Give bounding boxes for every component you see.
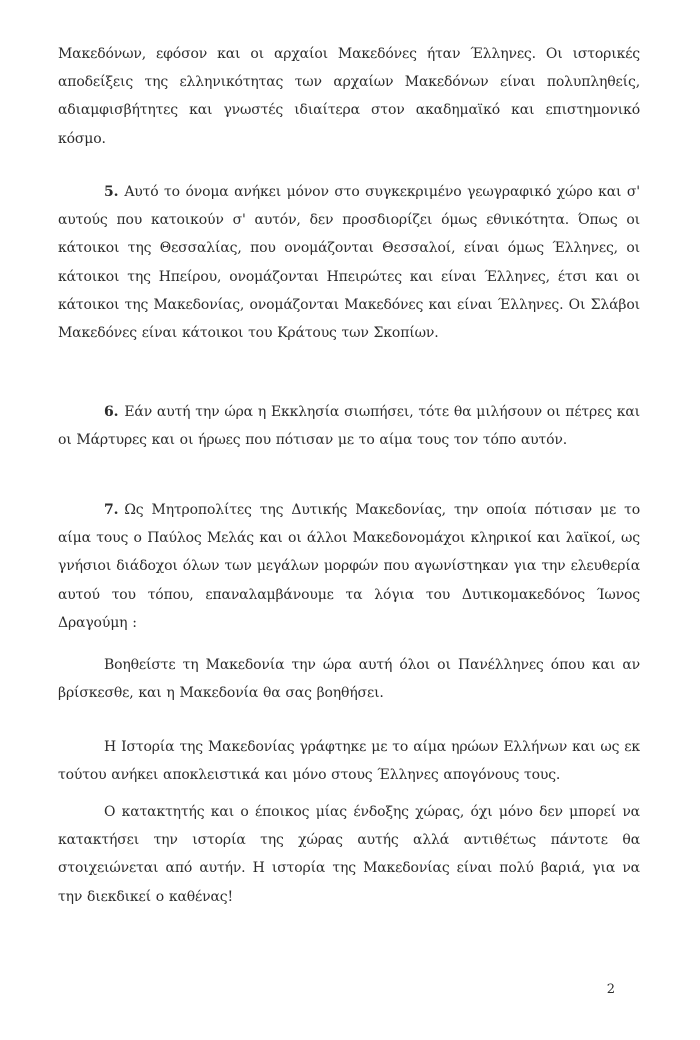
quote-paragraph	[58, 733, 640, 789]
paragraph-number: 6.	[104, 404, 119, 420]
paragraph-6	[58, 398, 640, 454]
paragraph-body	[58, 398, 640, 454]
page-number: 2	[606, 982, 615, 997]
paragraph-text: Μακεδόνων, εφόσον και οι αρχαίοι Μακεδόνες ήταν Έλληνες. Οι ιστορικές αποδείξεις της ελληνικότητας των αρχαίων Μακεδόνων είναι πολυπληθείς, αδιαμφισβήτητες και γνωστές ιδιαίτερα στον ακαδημαϊκό και επιστημονικό κόσμο.	[58, 46, 640, 147]
paragraph-text: Ο κατακτητής και ο έποικος μίας ένδοξης χώρας, όχι μόνο δεν μπορεί να κατακτήσει την ιστορία της χώρας αυτής αλλά αντιθέτως πάντοτε θα στοιχειώνεται από αυτήν. Η ιστορία της Μακεδονίας είναι πολύ βαριά, για να την διεκδικεί ο καθένας!	[58, 804, 640, 905]
paragraph-body	[58, 496, 640, 637]
paragraph-text: Βοηθείστε τη Μακεδονία την ώρα αυτή όλοι οι Πανέλληνες όπου και αν βρίσκεσθε, και η Μακεδονία θα σας βοηθήσει.	[58, 657, 640, 702]
paragraph-number: 7.	[104, 502, 119, 518]
paragraph-text: Η Ιστορία της Μακεδονίας γράφτηκε με το αίμα ηρώων Ελλήνων και ως εκ τούτου ανήκει αποκλειστικά και μόνο στους Έλληνες απογόνους τους.	[58, 739, 640, 784]
quote-paragraph	[58, 651, 640, 707]
paragraph-text: Ως Μητροπολίτες της Δυτικής Μακεδονίας, την οποία πότισαν με το αίμα τους ο Παύλος Μελάς και οι άλλοι Μακεδονομάχοι κληρικοί και λαϊκοί, ως γνήσιοι διάδοχοι όλων των μεγάλων μορφών που αγωνίστηκαν για την ελευθερία αυτού του τόπου, επαναλαμβάνουμε τα λόγια του Δυτικομακεδόνος Ίωνος Δραγούμη :	[58, 502, 640, 631]
paragraph-7	[58, 496, 640, 637]
paragraph-body	[58, 178, 640, 347]
paragraph-continuation	[58, 40, 640, 153]
paragraph-number: 5.	[104, 184, 119, 200]
quote-paragraph	[58, 798, 640, 911]
paragraph-text: Αυτό το όνομα ανήκει μόνον στο συγκεκριμένο γεωγραφικό χώρο και σ' αυτούς που κατοικούν σ' αυτόν, δεν προσδιορίζει όμως εθνικότητα. Όπως οι κάτοικοι της Θεσσαλίας, που ονομάζονται Θεσσαλοί, είναι όμως Έλληνες, οι κάτοικοι της Ηπείρου, ονομάζονται Ηπειρώτες και είναι Έλληνες, έτσι και οι κάτοικοι της Μακεδονίας, ονομάζονται Μακεδόνες και είναι Έλληνες. Οι Σλάβοι Μακεδόνες είναι κάτοικοι του Κράτους των Σκοπίων.	[58, 184, 640, 342]
paragraph-5	[58, 178, 640, 347]
paragraph-text: Εάν αυτή την ώρα η Εκκλησία σιωπήσει, τότε θα μιλήσουν οι πέτρες και οι Μάρτυρες και οι ήρωες που πότισαν με το αίμα τους τον τόπο αυτόν.	[58, 404, 640, 449]
